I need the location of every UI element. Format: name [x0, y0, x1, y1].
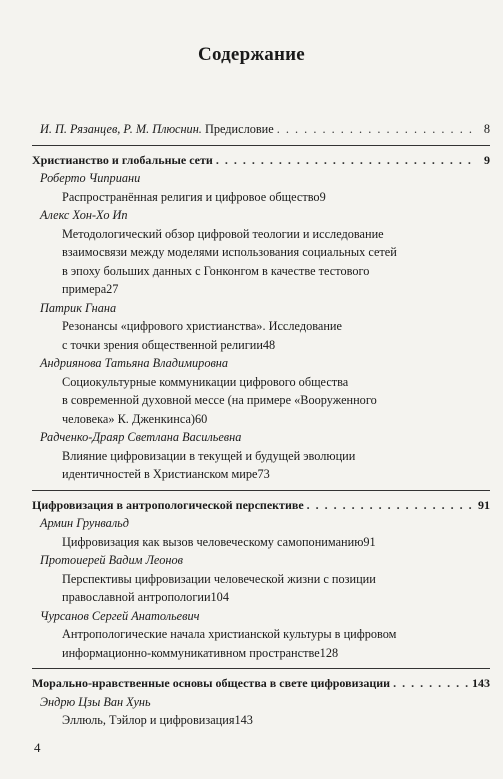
entry-page: 73	[257, 467, 270, 481]
preface-title: Предисловие	[201, 122, 274, 136]
section-divider	[32, 668, 490, 669]
entry-author: Алекс Хон-Хо Ип	[40, 208, 128, 222]
entry-author: Армин Грунвальд	[40, 516, 129, 530]
section-title: Цифровизация в антропологической перспективе	[32, 497, 304, 512]
entry-title-line: Антропологические начала христианской культуры в цифровом	[62, 627, 397, 641]
toc-entry	[62, 625, 490, 662]
section-heading	[32, 674, 490, 693]
entry-title-line: Методологический обзор цифровой теологии и исследование	[62, 226, 384, 241]
entry-title-line: информационно-коммуникативном пространстве	[62, 645, 320, 660]
section-divider	[32, 490, 490, 491]
entry-title-line: в современной духовной мессе (на примере «Вооруженного	[62, 393, 377, 407]
entry-page: 9	[319, 189, 326, 204]
toc-entry	[62, 373, 490, 429]
entry-page: 143	[234, 713, 253, 727]
entry-title-line: православной антропологии	[62, 590, 211, 604]
entry-title-line: примера	[62, 282, 107, 296]
entry-page: 48	[262, 337, 276, 352]
entry-author: Протоиерей Вадим Леонов	[40, 553, 183, 567]
entry-title-line: Эллюль, Тэйлор и цифровизация	[62, 713, 235, 727]
table-of-contents	[32, 120, 490, 730]
toc-entry	[62, 570, 490, 607]
entry-author: Чурсанов Сергей Анатольевич	[40, 608, 200, 623]
toc-entry	[62, 225, 490, 299]
section-divider	[32, 145, 490, 146]
section-title: Христианство и глобальные сети	[32, 152, 213, 167]
toc-entry	[62, 447, 490, 484]
entry-title-line: Перспективы цифровизации человеческой жизни с позиции	[62, 571, 376, 586]
entry-author: Роберто Чиприани	[40, 171, 141, 185]
entry-title-line: человека» К. Дженкинса)	[62, 411, 195, 426]
toc-entry	[62, 188, 490, 207]
entry-page: 104	[210, 590, 229, 604]
entry-title-line: Влияние цифровизации в текущей и будущей эволюции	[62, 448, 356, 463]
entry-title-line: Социокультурные коммуникации цифрового общества	[62, 374, 349, 389]
toc-entry	[62, 317, 490, 354]
section-heading	[32, 151, 490, 170]
section-page: 91	[478, 497, 490, 512]
entry-title-line: с точки зрения общественной религии	[62, 337, 263, 352]
entry-author: Эндрю Цзы Ван Хунь	[40, 694, 151, 709]
preface-authors: И. П. Рязанцев, Р. М. Плюснин.	[40, 122, 202, 136]
toc-entry	[62, 711, 490, 730]
entry-title-line: Цифровизация как вызов человеческому самопониманию	[62, 534, 364, 549]
section-title: Морально-нравственные основы общества в свете цифровизации	[32, 676, 391, 690]
entry-page: 60	[195, 411, 208, 426]
entry-page: 27	[106, 282, 119, 296]
entry-author: Патрик Гнана	[40, 300, 117, 315]
preface-entry	[40, 120, 490, 139]
section-page: 9	[484, 152, 490, 167]
entry-page: 128	[319, 645, 339, 660]
sections-container	[32, 145, 490, 730]
page-title: Содержание	[198, 44, 305, 65]
page-number: 4	[34, 740, 41, 755]
entry-title-line: идентичностей в Христианском мире	[62, 467, 258, 481]
preface-page: 8	[483, 122, 490, 136]
entry-title-line: взаимосвязи между моделями использования социальных сетей	[62, 245, 397, 259]
section-heading	[32, 496, 490, 515]
section-page: 143	[472, 676, 490, 690]
entry-title-line: Распространённая религия и цифровое общество	[62, 189, 320, 204]
entry-title-line: в эпоху больших данных с Гонконгом в качестве тестового	[62, 263, 370, 278]
entry-page: 91	[363, 534, 376, 549]
toc-entry	[62, 533, 490, 552]
entry-author: Андриянова Татьяна Владимировна	[40, 356, 229, 370]
entry-title-line: Резонансы «цифрового христианства». Исследование	[62, 319, 342, 333]
entry-author: Радченко-Драяр Светлана Васильевна	[40, 430, 242, 444]
